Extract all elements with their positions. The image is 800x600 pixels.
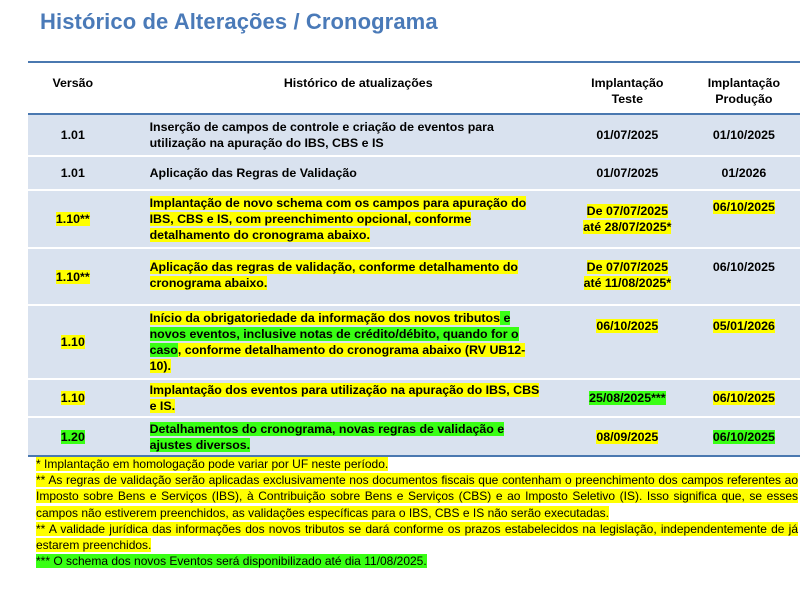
footnote-2 [36, 472, 798, 521]
cell-history [118, 156, 567, 190]
cell-test: 01/07/2025 [596, 166, 659, 180]
cell-history [118, 114, 567, 156]
history-table [28, 61, 800, 457]
history-line: ajustes diversos. [149, 437, 251, 452]
version-highlight: 1.10** [55, 269, 90, 284]
cell-version [28, 379, 118, 417]
table-row [28, 248, 800, 305]
prod-value: 06/10/2025 [712, 200, 775, 214]
test-line: De 07/07/2025 [586, 260, 668, 274]
version-highlight: 1.10 [60, 335, 85, 349]
header-test-line1: Implantação [591, 76, 664, 90]
history-line: utilização na apuração do IBS, CBS e IS [149, 136, 384, 150]
history-line: detalhamento do cronograma abaixo. [149, 228, 370, 242]
cell-prod [688, 417, 800, 456]
cell-test [567, 379, 688, 417]
header-test-line2: Teste [611, 92, 644, 106]
test-line: 08/09/2025 [596, 429, 659, 444]
footnote-3 [36, 521, 798, 553]
cell-version: 1.01 [60, 128, 85, 142]
cell-history [118, 417, 567, 456]
cell-version [28, 190, 118, 248]
history-part: novos eventos, inclusive notas de crédito/débito, quando for o [149, 327, 519, 341]
version-highlight: 1.20 [60, 429, 85, 444]
history-line: Aplicação das Regras de Validação [149, 166, 357, 180]
prod-value: 05/01/2026 [712, 319, 775, 333]
cell-version: 1.01 [60, 166, 85, 180]
history-line: IBS, CBS e IS, com preenchimento opcional, conforme [149, 212, 472, 226]
footnote-text: ** A validade jurídica das informações dos novos tributos se dará conforme os prazos estabelecidos na legislação, independentemente de já estarem preenchidos. [36, 521, 798, 553]
cell-test [567, 305, 688, 379]
cell-test [567, 190, 688, 248]
cell-version [28, 248, 118, 305]
history-part: , conforme detalhamento do cronograma abaixo (RV UB12- [177, 343, 526, 357]
history-line: Aplicação das regras de validação, conforme detalhamento do [149, 260, 518, 274]
test-line: até 11/08/2025* [583, 276, 672, 290]
cell-version [28, 417, 118, 456]
history-line: e IS. [149, 399, 176, 413]
cell-history [118, 305, 567, 379]
footnotes [36, 456, 798, 569]
footnote-text: ** As regras de validação serão aplicadas exclusivamente nos documentos fiscais que contenham o preenchimento dos campos referentes ao Imposto sobre Bens e Serviços (IBS), à Contribuição sobre Bens e Serviços (CBS) e ao Imposto Seletivo (IS). Isso significa que, se esses campos não estiverem preenchidos, as validações específicas para o IBS, CBS e IS não serão executadas. [36, 473, 798, 520]
footnote-1 [36, 456, 798, 472]
table-row [28, 156, 800, 190]
footnote-4 [36, 553, 798, 569]
version-highlight: 1.10** [55, 212, 90, 226]
cell-prod [688, 190, 800, 248]
table-row [28, 114, 800, 156]
test-line: 25/08/2025*** [589, 391, 666, 405]
history-line: Implantação de novo schema com os campos para apuração do [149, 196, 527, 210]
header-test [567, 62, 688, 114]
test-line: 06/10/2025 [596, 319, 659, 333]
header-prod [688, 62, 800, 114]
cell-history [118, 248, 567, 305]
table-header-row [28, 62, 800, 114]
prod-value: 06/10/2025 [712, 391, 775, 405]
history-line: Implantação dos eventos para utilização na apuração do IBS, CBS [149, 383, 540, 397]
cell-prod [688, 379, 800, 417]
prod-value: 06/10/2025 [712, 429, 775, 444]
cell-history [118, 379, 567, 417]
cell-test [567, 248, 688, 305]
cell-history [118, 190, 567, 248]
table-row [28, 417, 800, 456]
cell-prod: 06/10/2025 [712, 260, 775, 274]
page-title: Histórico de Alterações / Cronograma [40, 9, 438, 34]
cell-prod [688, 305, 800, 379]
table-row [28, 379, 800, 417]
cell-test: 01/07/2025 [596, 128, 659, 142]
header-prod-line2: Produção [715, 92, 773, 106]
cell-test [567, 417, 688, 456]
cell-prod: 01/10/2025 [712, 128, 775, 142]
table-row [28, 190, 800, 248]
history-part: Início da obrigatoriedade da informação dos novos tributos [149, 311, 500, 325]
header-version: Versão [52, 76, 94, 90]
test-line: até 28/07/2025* [583, 220, 672, 234]
table-row [28, 305, 800, 379]
history-part: e [500, 311, 511, 325]
history-line: Inserção de campos de controle e criação de eventos para [149, 120, 494, 134]
header-prod-line1: Implantação [707, 76, 781, 90]
history-line: cronograma abaixo. [149, 276, 268, 290]
version-highlight: 1.10 [60, 391, 85, 405]
footnote-text: * Implantação em homologação pode variar por UF neste período. [36, 457, 389, 471]
footnote-text: *** O schema dos novos Eventos será disponibilizado até dia 11/08/2025. [36, 554, 427, 569]
cell-prod: 01/2026 [721, 166, 767, 180]
cell-version [28, 305, 118, 379]
header-history: Histórico de atualizações [283, 76, 433, 90]
history-part: caso [149, 343, 178, 357]
test-line: De 07/07/2025 [586, 204, 668, 218]
history-line: Detalhamentos do cronograma, novas regras de validação e [149, 421, 505, 436]
history-part: 10). [149, 359, 171, 373]
